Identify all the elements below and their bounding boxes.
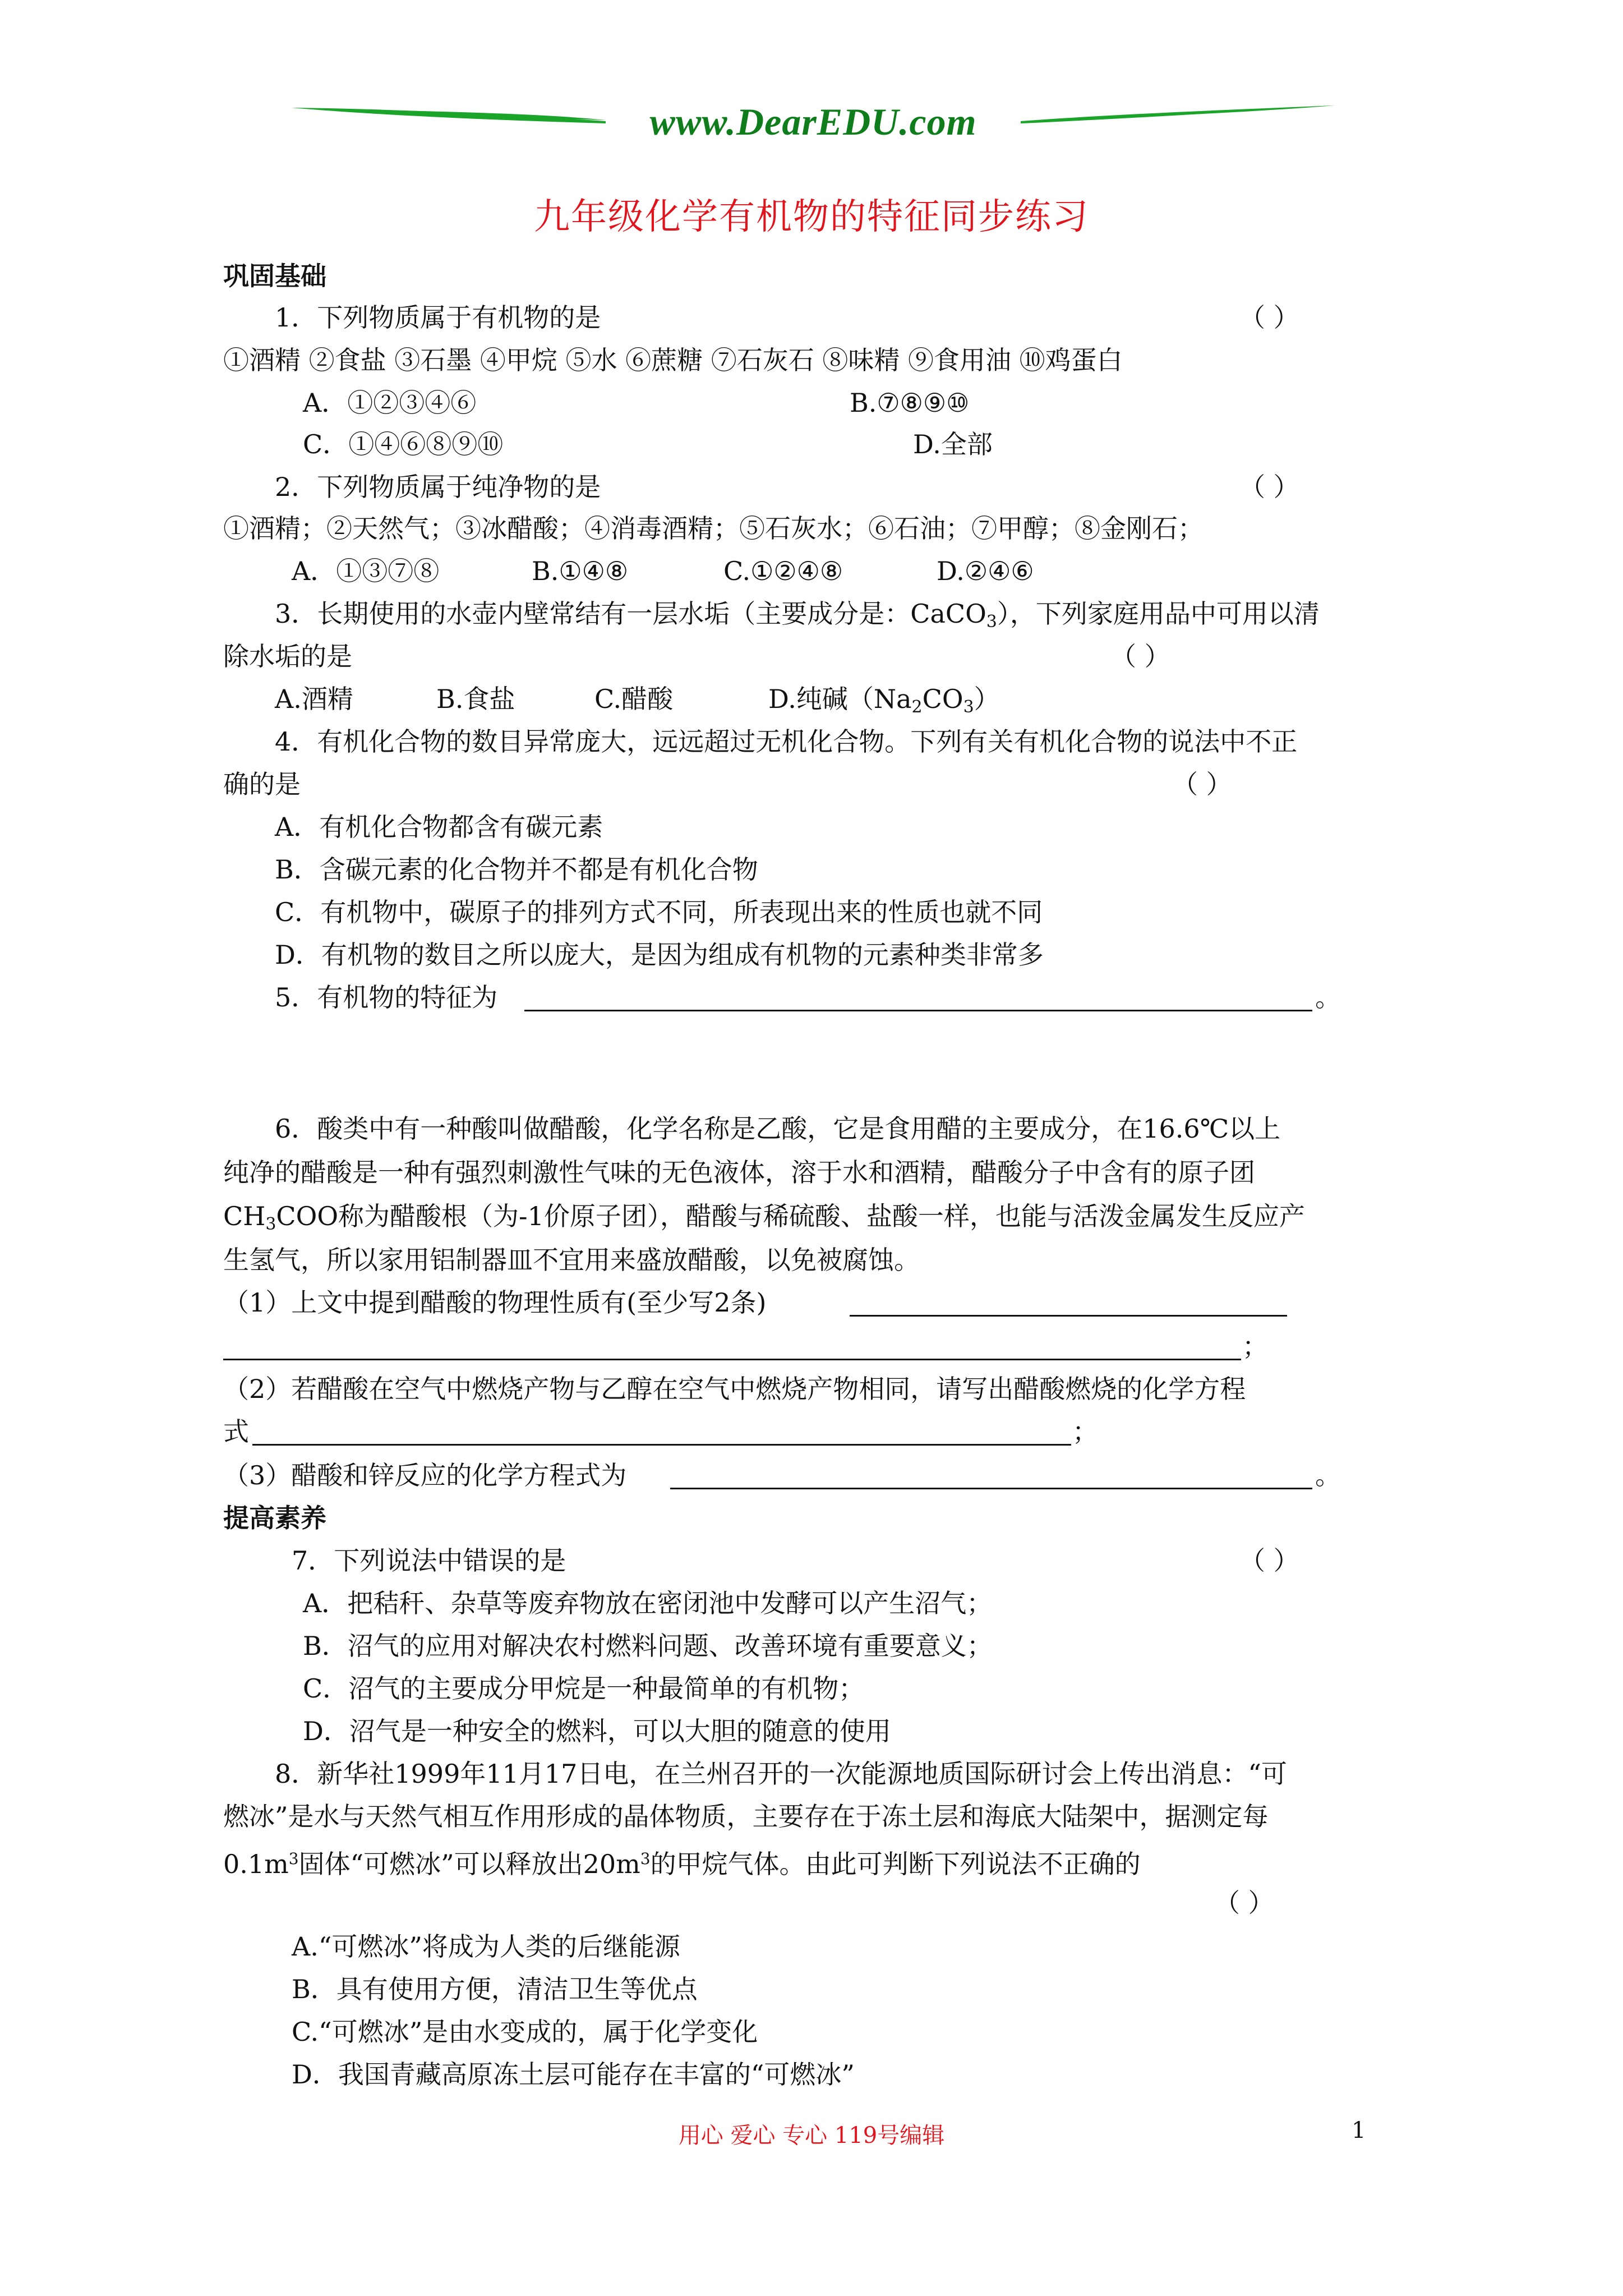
q8-line3-superscript-2: 3 (640, 1849, 651, 1868)
q3-option-d-text-b: CO (922, 684, 963, 714)
q8-line3-superscript-1: 3 (288, 1849, 299, 1868)
q8-option-b: B．具有使用方便，清洁卫生等优点 (292, 1974, 698, 2004)
q6-sub1-end-mark: ； (1242, 1331, 1268, 1361)
q3-line1 (275, 597, 1320, 639)
q6-sub1-answer-line-1[interactable] (850, 1315, 1287, 1317)
q7-option-c: C．沼气的主要成分甲烷是一种最简单的有机物； (303, 1673, 865, 1704)
q2-items: ①酒精；②天然气；③冰醋酸；④消毒酒精；⑤石灰水；⑥石油；⑦甲醇；⑧金刚石； (223, 513, 1204, 544)
q1-option-a: A．①②③④⑥ (303, 388, 477, 418)
q6-line3-subscript: 3 (265, 1214, 276, 1234)
header-banner (292, 95, 1335, 146)
q4-option-d: D．有机物的数目之所以庞大，是因为组成有机物的元素种类非常多 (275, 940, 1044, 970)
q7-option-a: A．把秸秆、杂草等废弃物放在密闭池中发酵可以产生沼气； (303, 1588, 993, 1618)
q8-line3-text-a: 0.1m (223, 1849, 289, 1879)
q6-sub2-prompt-cont: 式 (223, 1416, 249, 1447)
q8-option-a: A.“可燃冰”将成为人类的后继能源 (292, 1931, 680, 1962)
q1-stem: 1．下列物质属于有机物的是 (275, 302, 601, 333)
q4-line1: 4．有机化合物的数目异常庞大，远远超过无机化合物。下列有关有机化合物的说法中不正 (275, 726, 1298, 757)
q3-line2: 除水垢的是 (223, 641, 352, 671)
q6-paragraph-line1: 6．酸类中有一种酸叫做醋酸，化学名称是乙酸，它是食用醋的主要成分，在16.6℃以上 (275, 1114, 1281, 1144)
q2-option-b: B.①④⑧ (532, 556, 629, 586)
q6-paragraph-line2: 纯净的醋酸是一种有强烈刺激性气味的无色液体，溶于水和酒精，醋酸分子中含有的原子团 (223, 1157, 1255, 1188)
page-footer: 用心 爱心 专心 119号编辑 (678, 2123, 945, 2148)
q6-sub3-prompt: （3）醋酸和锌反应的化学方程式为 (223, 1460, 627, 1490)
q6-sub3-end-mark: 。 (1315, 1460, 1341, 1490)
q3-line1-text-a: 3．长期使用的水壶内壁常结有一层水垢（主要成分是：CaCO (275, 599, 986, 629)
q6-sub3-answer-line[interactable] (670, 1488, 1312, 1489)
q6-sub2-answer-line[interactable] (252, 1444, 1071, 1446)
q3-option-d-text-c: ） (974, 684, 1000, 714)
q2-option-c: C.①②④⑧ (723, 556, 843, 586)
q4-answer-bracket: （ ） (1172, 769, 1232, 799)
q5-answer-line[interactable] (524, 1010, 1312, 1011)
q4-option-a: A．有机化合物都含有碳元素 (275, 812, 603, 842)
q6-sub1-answer-line-2[interactable] (223, 1359, 1241, 1360)
q3-option-b: B.食盐 (436, 684, 515, 714)
q8-paragraph-line3 (223, 1842, 1141, 1881)
q7-option-b: B．沼气的应用对解决农村燃料问题、改善环境有重要意义； (303, 1631, 993, 1661)
q3-option-d-text-a: D.纯碱（Na (768, 684, 912, 714)
q8-option-c: C.“可燃冰”是由水变成的，属于化学变化 (292, 2017, 758, 2047)
q8-answer-bracket: （ ） (1214, 1888, 1274, 1918)
q1-option-b: B.⑦⑧⑨⑩ (850, 388, 970, 418)
site-logo-text[interactable]: www.DearEDU.com (649, 100, 977, 143)
q1-items: ①酒精 ②食盐 ③石墨 ④甲烷 ⑤水 ⑥蔗糖 ⑦石灰石 ⑧味精 ⑨食用油 ⑩鸡蛋白 (223, 345, 1123, 375)
q3-line1-subscript: 3 (986, 612, 997, 632)
q2-option-a: A．①③⑦⑧ (292, 556, 440, 586)
q8-paragraph-line2: 燃冰”是水与天然气相互作用形成的晶体物质，主要存在于冻土层和海底大陆架中，据测定每 (223, 1801, 1269, 1832)
page-title: 九年级化学有机物的特征同步练习 (534, 196, 1089, 238)
q2-answer-bracket: （ ） (1239, 472, 1299, 502)
q3-option-d-sub1: 2 (911, 697, 923, 717)
q4-option-c: C．有机物中，碳原子的排列方式不同，所表现出来的性质也就不同 (275, 897, 1043, 927)
q1-option-d: D.全部 (913, 429, 993, 459)
q4-option-b: B．含碳元素的化合物并不都是有机化合物 (275, 854, 758, 885)
q6-sub2-end-mark: ； (1072, 1416, 1098, 1447)
q3-option-d (768, 682, 1000, 724)
section-heading-basic: 巩固基础 (223, 261, 326, 291)
q3-answer-bracket: （ ） (1110, 641, 1170, 671)
q4-line2: 确的是 (223, 769, 301, 799)
q6-line3-text-b: COO称为醋酸根（为-1价原子团），醋酸与稀硫酸、盐酸一样，也能与活泼金属发生反应产 (276, 1201, 1305, 1231)
q5-stem: 5．有机物的特征为 (275, 982, 498, 1013)
q6-sub1-prompt: （1）上文中提到醋酸的物理性质有(至少写2条) (223, 1287, 767, 1318)
section-heading-advanced: 提高素养 (223, 1503, 326, 1533)
q8-line3-text-c: 的甲烷气体。由此可判断下列说法不正确的 (650, 1849, 1141, 1879)
q8-line3-text-b: 固体“可燃冰”可以释放出20m (298, 1849, 640, 1879)
q7-option-d: D．沼气是一种安全的燃料，可以大胆的随意的使用 (303, 1716, 891, 1746)
q3-option-c: C.醋酸 (594, 684, 674, 714)
q1-answer-bracket: （ ） (1239, 302, 1299, 333)
q2-option-d: D.②④⑥ (937, 556, 1034, 586)
q3-option-a: A.酒精 (275, 684, 353, 714)
q1-option-c: C．①④⑥⑧⑨⑩ (303, 429, 504, 459)
q6-paragraph-line4: 生氢气，所以家用铝制器皿不宜用来盛放醋酸，以免被腐蚀。 (223, 1245, 920, 1275)
q7-answer-bracket: （ ） (1239, 1545, 1299, 1576)
page-number: 1 (1352, 2118, 1366, 2143)
q2-stem: 2．下列物质属于纯净物的是 (275, 472, 601, 502)
q6-line3-text-a: CH (223, 1201, 266, 1231)
q3-line1-text-b: ），下列家庭用品中可用以清 (997, 599, 1320, 629)
q7-stem: 7．下列说法中错误的是 (292, 1545, 566, 1576)
q6-sub2-prompt: （2）若醋酸在空气中燃烧产物与乙醇在空气中燃烧产物相同，请写出醋酸燃烧的化学方程 (223, 1374, 1246, 1404)
q8-paragraph-line1: 8．新华社1999年11月17日电，在兰州召开的一次能源地质国际研讨会上传出消息：“可 (275, 1759, 1287, 1789)
q5-end-mark: 。 (1315, 982, 1341, 1013)
q6-paragraph-line3 (223, 1199, 1305, 1241)
q3-option-d-sub2: 3 (963, 697, 974, 717)
q8-option-d: D．我国青藏高原冻土层可能存在丰富的“可燃冰” (292, 2059, 855, 2090)
